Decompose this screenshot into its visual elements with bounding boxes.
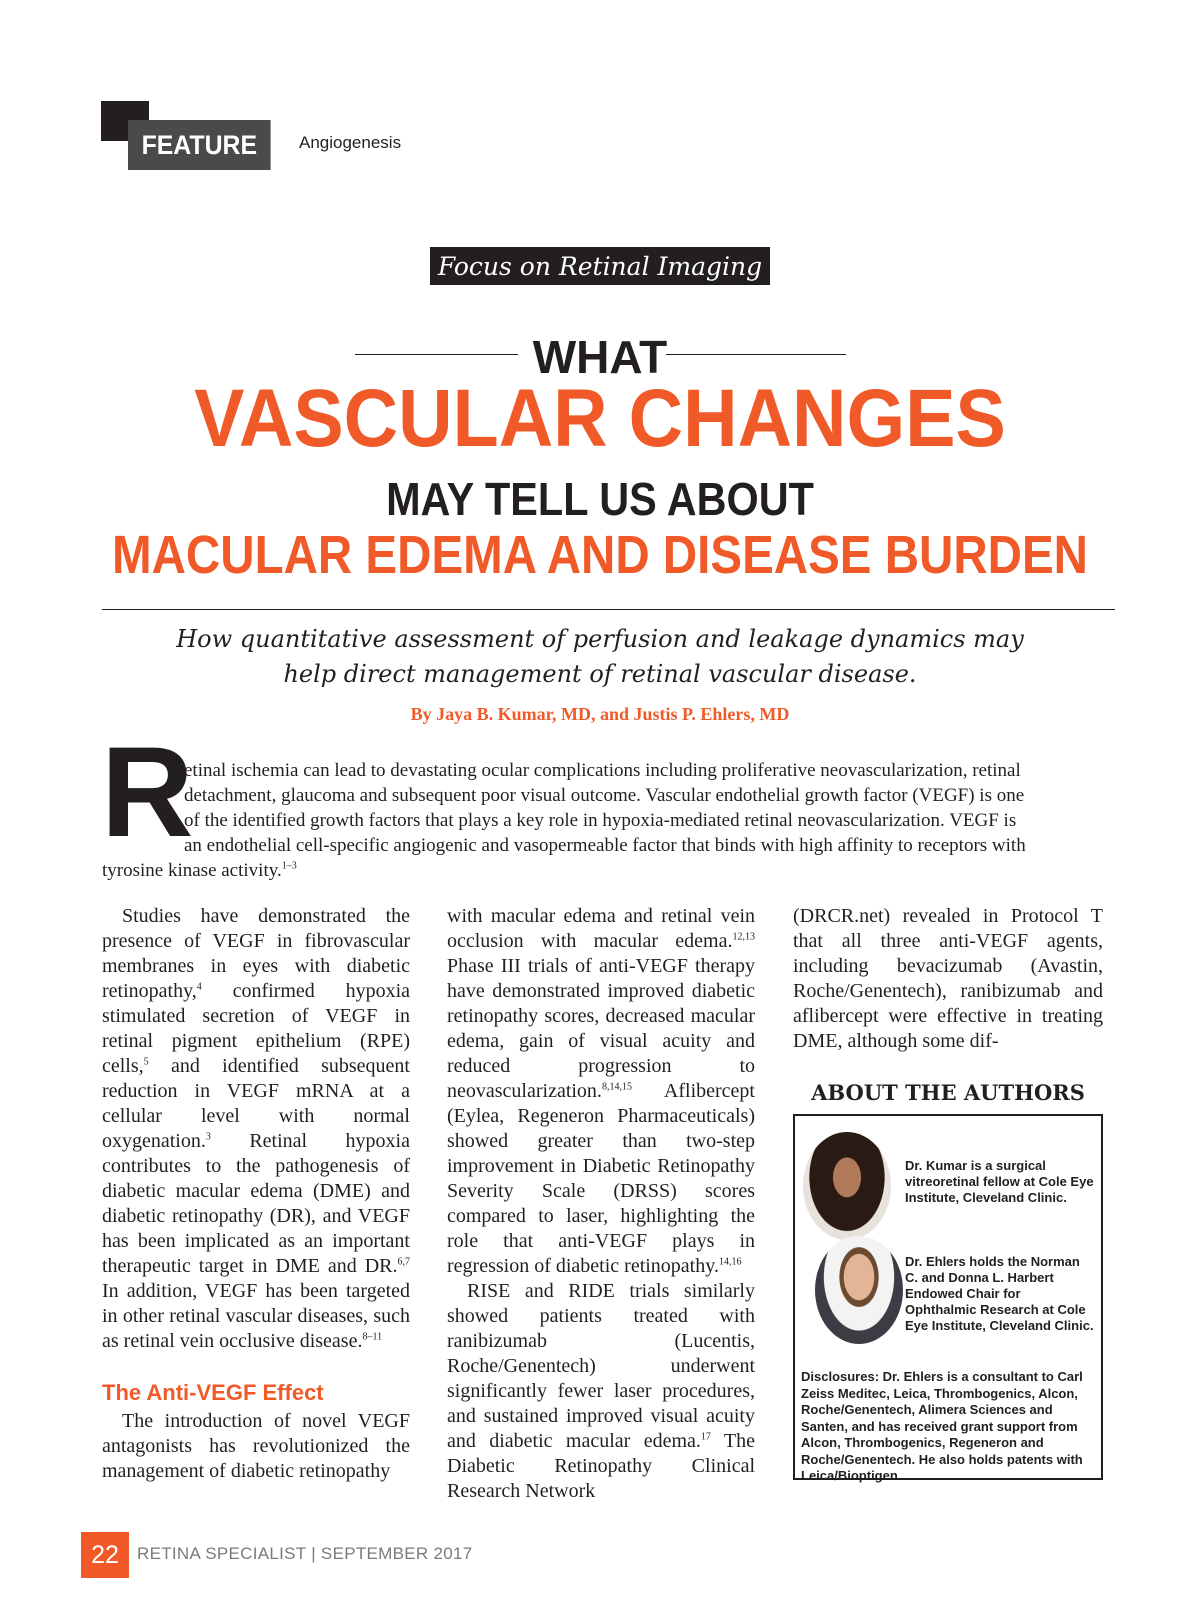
deck: [0, 622, 1200, 692]
author-photo-kumar: [803, 1132, 891, 1240]
page-number: 22: [81, 1532, 129, 1578]
paragraph: The introduction of novel VEGF antagonists has revolutionized the management of diabetic retinopathy: [102, 1410, 410, 1482]
reference-marker: 17: [700, 1431, 711, 1443]
reference-marker: 8–11: [362, 1331, 383, 1343]
authors-title: ABOUT THE AUTHORS: [811, 1080, 1085, 1105]
text-run: In addition, VEGF has been targeted in other retinal vascular diseases, such as retinal vein occlusive disease.: [102, 1280, 410, 1352]
drop-cap: R: [101, 721, 194, 864]
headline-line-2: VASCULAR CHANGES: [194, 373, 1006, 464]
lede-line-5: [102, 860, 297, 882]
author-bio-kumar: Dr. Kumar is a surgical vitreoretinal fellow at Cole Eye Institute, Cleveland Clinic.: [905, 1158, 1094, 1205]
headline-line-3: MAY TELL US ABOUT: [386, 473, 814, 525]
byline: By Jaya B. Kumar, MD, and Justis P. Ehlers, MD: [410, 704, 790, 724]
section-subhead: The Anti-VEGF Effect: [102, 1380, 324, 1405]
author-photo-ehlers: [815, 1236, 903, 1344]
reference-marker: 6,7: [397, 1256, 410, 1268]
reference-marker: 3: [205, 1131, 211, 1143]
text-run: Phase III trials of anti-VEGF therapy have demonstrated improved diabetic retinopathy scores, decreased macular edema, gain of visual acuity and reduced progression to neovascularization.: [447, 955, 755, 1102]
section-topic: Angiogenesis: [299, 133, 402, 152]
footer-publication: RETINA SPECIALIST | SEPTEMBER 2017: [137, 1544, 473, 1563]
headline-line-4: MACULAR EDEMA AND DISEASE BURDEN: [112, 525, 1088, 585]
text-run: confirmed hypoxia stimulated secretion of VEGF in retinal pigment epithelium (RPE) cells,: [102, 980, 410, 1077]
focus-banner: Focus on Retinal Imaging: [430, 247, 770, 285]
paragraph: [447, 1279, 755, 1504]
reference-marker: 14,16: [718, 1256, 742, 1268]
lede-line-4: an endothelial cell-specific angiogenic and vasopermeable factor that binds with high affinity to receptors with: [184, 835, 1026, 856]
paragraph: [102, 904, 410, 1354]
body-column-2: [447, 904, 755, 1504]
deck-line-2: help direct management of retinal vascular disease.: [283, 660, 917, 688]
text-run: Retinal hypoxia contributes to the pathogenesis of diabetic macular edema (DME) and diabetic retinopathy (DR), and VEGF has been implicated as an important therapeutic target in DME and DR.: [102, 1130, 410, 1277]
reference-marker: 8,14,15: [601, 1081, 632, 1093]
reference-marker: 1–3: [281, 860, 297, 872]
paragraph: (DRCR.net) revealed in Protocol T that all three anti-VEGF agents, including bevacizumab (Avastin, Roche/Genentech), ranibizumab and aflibercept were effective in treating DME, although some dif-: [793, 905, 1103, 1052]
reference-marker: 4: [196, 981, 202, 993]
headline-line-1: WHAT: [532, 331, 668, 383]
body-column-1: [102, 904, 410, 1484]
text-run: with macular edema and retinal vein occlusion with macular edema.: [447, 905, 755, 952]
lede-line-5-text: tyrosine kinase activity.: [102, 860, 282, 881]
body-column-3: [793, 904, 1103, 1054]
author-bio-ehlers: Dr. Ehlers holds the Norman C. and Donna L. Harbert Endowed Chair for Ophthalmic Research at Cole Eye Institute, Cleveland Clinic.: [905, 1254, 1094, 1333]
lede-line-2: detachment, glaucoma and subsequent poor visual outcome. Vascular endothelial growth factor (VEGF) is one: [184, 785, 1025, 806]
lede-line-1: etinal ischemia can lead to devastating ocular complications including proliferative neovascularization, retinal: [184, 760, 1021, 781]
text-run: Aflibercept (Eylea, Regeneron Pharmaceuticals) showed greater than two-step improvement in Diabetic Retinopathy Severity Scale (DRSS) scores compared to laser, highlighting the role that anti-VEGF plays in regression of diabetic retinopathy.: [447, 1080, 755, 1277]
author-disclosures: Disclosures: Dr. Ehlers is a consultant to Carl Zeiss Meditec, Leica, Thrombogenics, Alcon, Roche/Genentech, Alimera Sciences and Santen, and has received grant support from Alcon, Thrombogenics, Regeneron and Roche/Genentech. He also holds patents with Leica/Bioptigen.: [801, 1369, 1083, 1483]
deck-line-1: How quantitative assessment of perfusion and leakage dynamics may: [176, 625, 1024, 653]
reference-marker: 12,13: [732, 931, 755, 943]
text-run: RISE and RIDE trials similarly showed patients treated with ranibizumab (Lucentis, Roche/Genentech) underwent significantly fewer laser procedures, and sustained improved visual acuity and diabetic macular edema.: [447, 1280, 755, 1452]
authors-box: [793, 1114, 1103, 1483]
text-run: Studies have demonstrated the presence of VEGF in fibrovascular membranes in eyes with diabetic retinopathy,: [102, 905, 410, 1002]
headline-divider: [102, 609, 1115, 610]
paragraph: [447, 904, 755, 1279]
text-run: and identified subsequent reduction in VEGF mRNA at a cellular level with normal oxygenation.: [102, 1055, 410, 1152]
lede-line-3: of the identified growth factors that plays a key role in hypoxia-mediated retinal neovascularization. VEGF is: [184, 810, 1017, 831]
reference-marker: 5: [143, 1056, 149, 1068]
text-run: The Diabetic Retinopathy Clinical Research Network: [447, 1430, 755, 1502]
section-tag: FEATURE: [128, 120, 271, 170]
